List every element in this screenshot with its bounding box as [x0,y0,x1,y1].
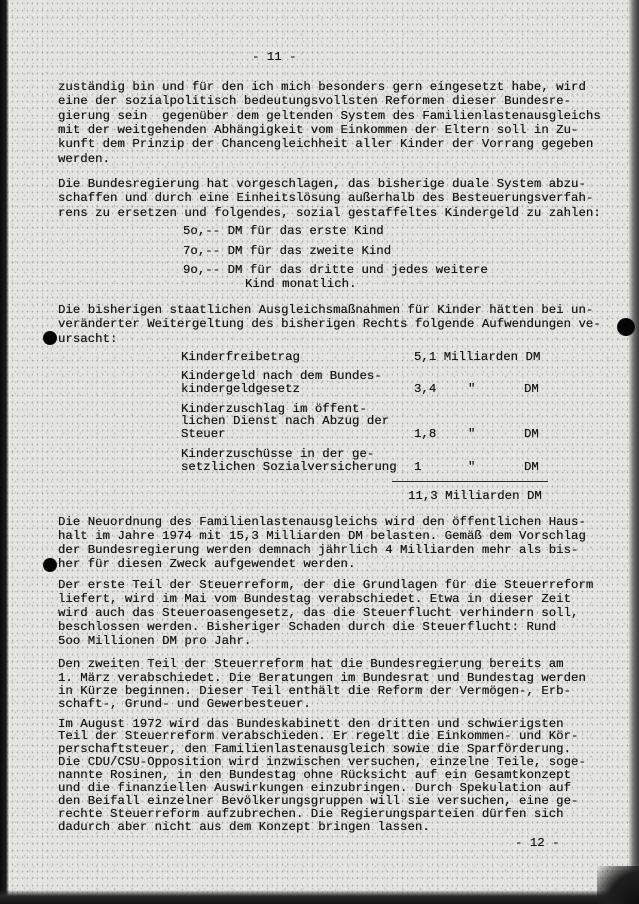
rate-amount: 5o,-- [183,224,221,239]
list-item [183,245,488,259]
rate-currency: DM [227,224,243,239]
row-amount: 1,8 [414,427,437,442]
paragraph-tax-reform-part-1: Der erste Teil der Steuerreform, der die Grundlagen für die Steuerreform liefert, wird im Mai vom Bundestag verabschiedet. Etwa in dieser Zeit wird auch das Steueroasengesetz, das die Steuerflucht verhindern soll, beschlossen werden. Bisheriger Schaden durch die Steuerflucht: Rund 5oo Millionen DM pro Jahr. [58,578,594,648]
row-ditto-mark: " [468,459,476,474]
paragraph-tax-reform-part-3: Im August 1972 wird das Bundeskabinett den dritten und schwierigsten Teil der Steuerreform verabschieden. Er regelt die Einkommen- und Kör- perschaftsteuer, den Familienlastenausgleich sowie die Sparförderung. Die CDU/CSU-Opposition wird inzwischen versuchen, einzelne Teile, soge- nannte Rosinen, in den Bundestag ohne Rücksicht auf ein Gesamtkonzept und die finanziellen Auswirkungen einzubringen. Durch Spekulation auf den Beifall einzelner Bevölkerungsgruppen will sie versuchen, eine ge- rechte Steuerreform aufzubrechen. Die Regierungsparteien dürfen sich dadurch aber nicht aus dem Konzept bringen lassen. [58,716,586,834]
paragraph-financing: Die Neuordnung des Familienlastenausgleichs wird den öffentlichen Haus- halt im Jahre 1974 mit 15,3 Milliarden DM belasten. Gemäß dem Vorschlag der Bundesregierung werden demnach jährlich 4 Milliarden mehr als bis- her für diesen Zweck aufgewendet werden. [58,515,586,571]
page-number: - 11 - [252,50,297,64]
rate-currency: DM [227,263,243,278]
scan-edge-bottom [0,890,639,904]
table-row [181,351,561,364]
row-value [414,351,540,364]
row-unit: DM [524,382,539,397]
total-scale: Milliarden [445,488,520,503]
sum-rule [392,481,548,482]
row-label: Kinderzuschüsse in der ge- setzlichen Sozialversicherung [181,446,397,474]
table-total [408,490,542,503]
table-row [181,403,561,441]
paragraph-intro: zuständig bin und für den ich mich besonders gern eingesetzt habe, wird eine der sozialpolitisch bedeutungsvollsten Reformen dieser Bundesre- gierung sein gegenüber dem geltenden System des Familienlastenausgleichs mit der weitgehenden Abhängigkeit vom Einkommen der Eltern soll in Zu- kunft dem Prinzip der Chancengleichheit aller Kinder der Vorrang gegeben werden. [58,79,601,166]
list-item [183,225,488,239]
row-label: Kinderfreibetrag [181,349,300,364]
row-amount: 3,4 [414,382,437,397]
row-unit: DM [524,459,539,474]
row-label: Kindergeld nach dem Bundes- kindergeldgesetz [181,369,382,397]
kindergeld-rates-list [183,225,488,297]
row-label: Kinderzuschlag im öffent- lichen Dienst nach Abzug der Steuer [181,401,390,442]
row-scale: Milliarden [443,349,519,364]
list-item [183,264,488,291]
row-amount: 1 [414,459,422,474]
total-unit: DM [526,488,542,503]
total-amount: 11,3 [408,488,438,503]
row-amount: 5,1 [414,349,437,364]
rate-amount: 9o,-- [183,263,221,278]
rate-continuation: Kind monatlich. [245,276,357,291]
punch-hole [43,331,57,345]
punch-hole [617,318,635,336]
row-ditto-mark: " [468,382,476,397]
scan-edge-right [628,0,639,904]
scan-corner-shadow [597,866,639,904]
paragraph-previous-measures: Die bisherigen staatlichen Ausgleichsmaßnahmen für Kinder hätten bei un- veränderter Weitergeltung des bisherigen Rechts folgende Aufwendungen ve- ursacht: [58,302,601,346]
rate-description: für das erste Kind [249,224,384,239]
row-unit: DM [525,349,541,364]
paragraph-proposal: Die Bundesregierung hat vorgeschlagen, das bisherige duale System abzu- schaffen und durch eine Einheitslösung außerhalb des Besteuerungsverfah- rens zu ersetzen und folgendes, sozial gestaffeltes Kindergeld zu zahlen: [58,176,601,220]
scan-edge-left [0,0,9,904]
rate-description: für das dritte und jedes weitere [249,263,488,278]
table-row [181,448,561,473]
row-unit: DM [524,427,539,442]
punch-hole [43,558,57,572]
expenditure-table [181,351,561,511]
next-page-marker: - 12 - [515,836,560,850]
table-row [181,370,561,395]
paragraph-tax-reform-part-2: Den zweiten Teil der Steuerreform hat die Bundesregierung bereits am 1. März verabschiedet. Die Beratungen im Bundesrat und Bundestag werden in Kürze beginnen. Dieser Teil enthält die Reform der Vermögen-, Erb- schaft-, Grund- und Gewerbesteuer. [58,657,586,712]
rate-amount: 7o,-- [183,243,221,258]
rate-description: für das zweite Kind [249,243,392,258]
rate-currency: DM [227,243,243,258]
row-ditto-mark: " [468,427,476,442]
